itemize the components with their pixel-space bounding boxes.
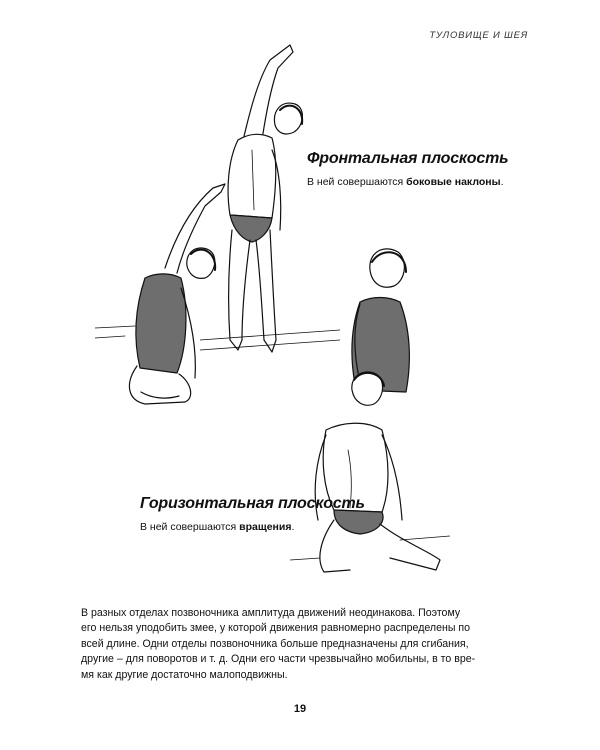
frontal-text-bold: боковые наклоны: [406, 176, 501, 188]
frontal-text-end: .: [500, 176, 504, 188]
horizontal-text-bold: вращения: [239, 521, 292, 533]
body-line: В разных отделах позвоночника амплитуда движений неодинакова. Поэтому: [81, 607, 461, 619]
horizontal-plane-text: [140, 521, 365, 533]
horizontal-plane-title: Горизонтальная плоскость: [140, 495, 365, 512]
horizontal-text-start: В ней совершаются: [140, 521, 240, 533]
body-line: его нельзя уподобить змее, у которой движения равномерно распределены по: [81, 622, 471, 635]
horizontal-plane-section: [140, 495, 365, 533]
horizontal-text-end: .: [291, 521, 295, 533]
page-number: 19: [293, 703, 307, 715]
frontal-plane-title: Фронтальная плоскость: [307, 150, 509, 167]
frontal-text-start: В ней совершаются: [307, 176, 407, 188]
body-line: мя как другие достаточно малоподвижны.: [81, 668, 288, 681]
frontal-plane-section: [307, 150, 508, 188]
body-line: другие – для поворотов и т. д. Одни его части чрезвычайно мобильны, в то вре-: [81, 653, 476, 666]
seated-rotation-illustration: [290, 240, 450, 590]
body-paragraph: [81, 606, 501, 683]
frontal-plane-text: [307, 176, 508, 188]
running-head: ТУЛОВИЩЕ И ШЕЯ: [429, 30, 528, 41]
body-line: всей длине. Одни отделы позвоночника больше предназначены для сгибания,: [81, 637, 469, 650]
kneeling-side-bend-illustration: [95, 178, 235, 418]
